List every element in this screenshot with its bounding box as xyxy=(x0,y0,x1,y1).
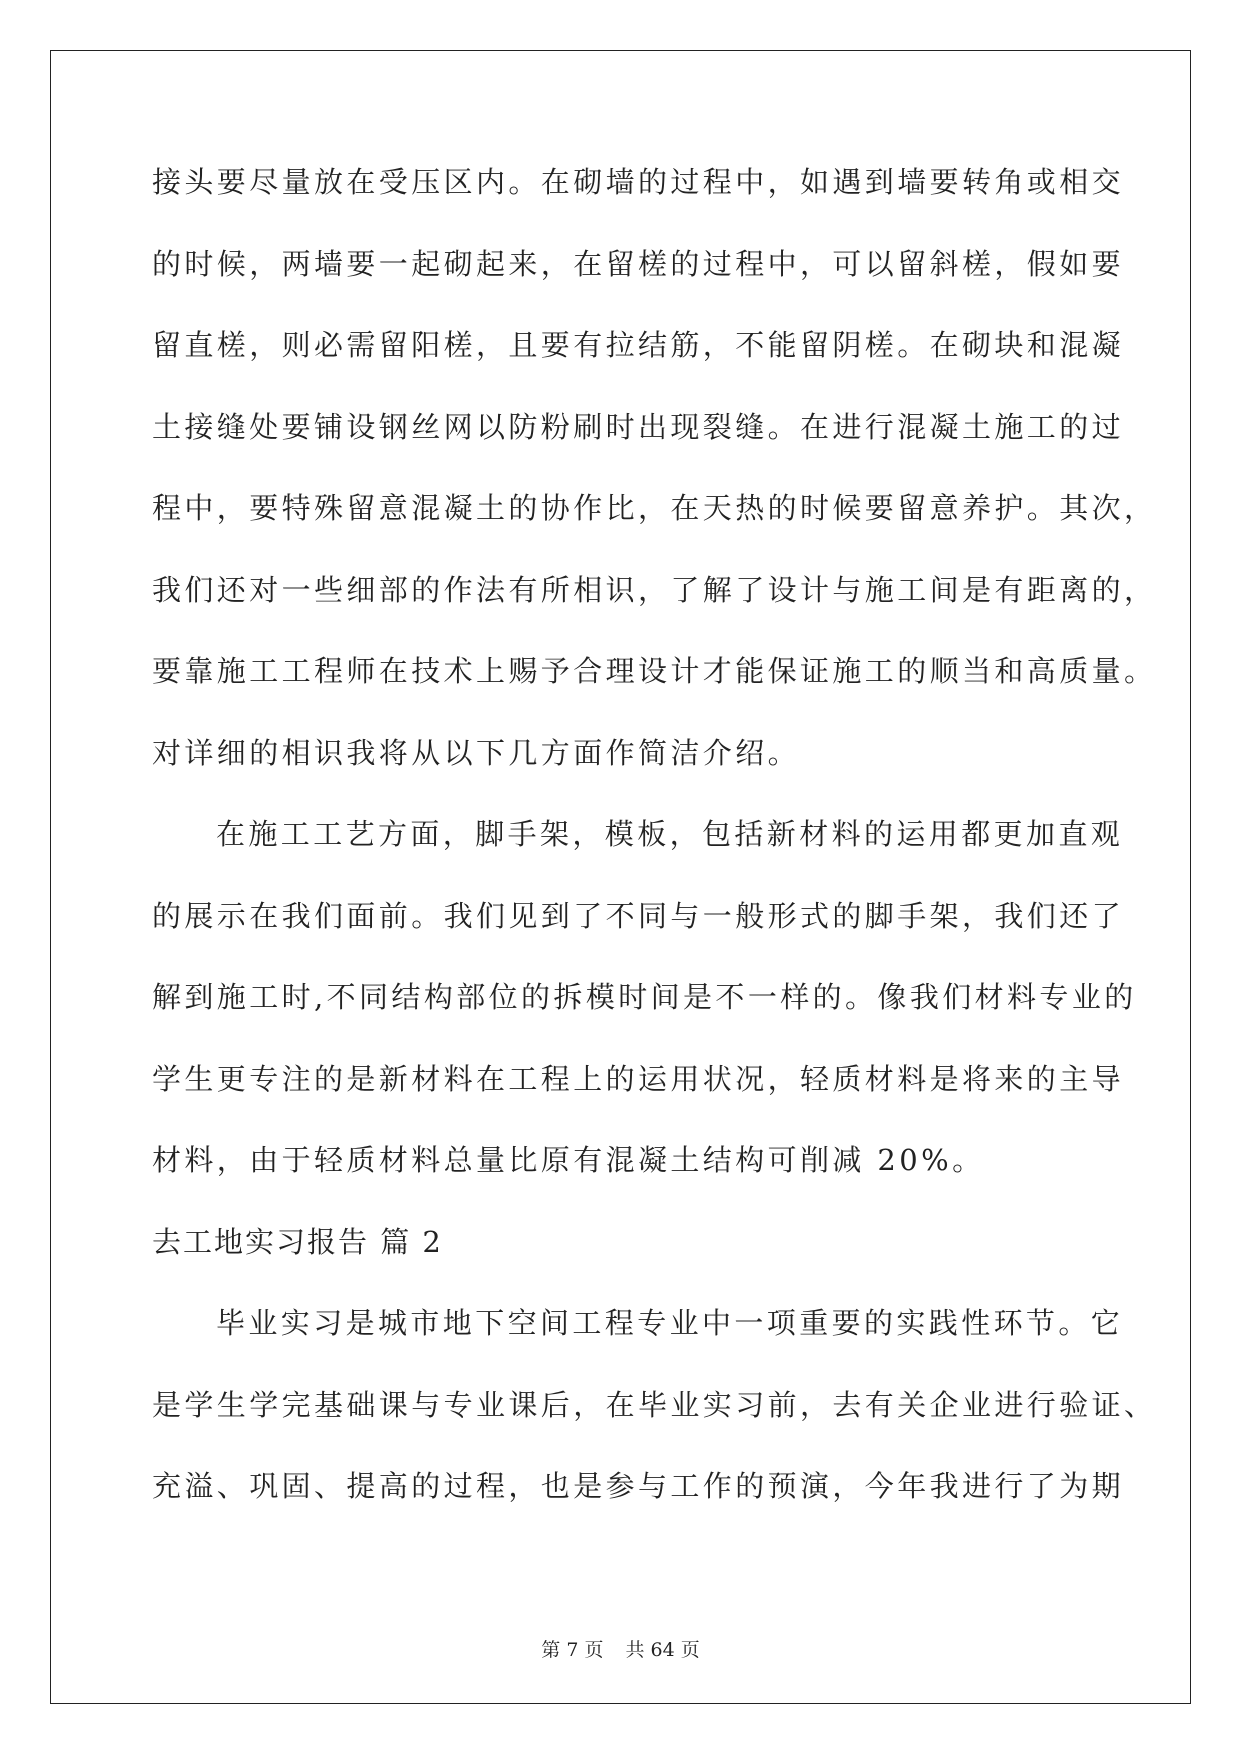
text-line: 对详细的相识我将从以下几方面作简洁介绍。 xyxy=(152,735,801,770)
text-line: 解到施工时,不同结构部位的拆模时间是不一样的。像我们材料专业的 xyxy=(152,980,1137,1014)
paragraph-1 xyxy=(152,162,1157,814)
text-line: 要靠施工工程师在技术上赐予合理设计才能保证施工的顺当和高质量。 xyxy=(152,654,1157,688)
page-number: 第 7 页 xyxy=(541,1639,604,1661)
page-total: 共 64 页 xyxy=(625,1639,700,1661)
section-heading: 去工地实习报告 篇 2 xyxy=(152,1224,443,1259)
text-line: 我们还对一些细部的作法有所相识，了解了设计与施工间是有距离的， xyxy=(152,572,1157,607)
text-line: 充溢、巩固、提高的过程，也是参与工作的预演，今年我进行了为期 xyxy=(152,1469,1125,1503)
paragraph-2 xyxy=(152,814,1137,1222)
text-line: 留直槎，则必需留阳槎，且要有拉结筋，不能留阴槎。在砌块和混凝 xyxy=(152,328,1125,362)
text-line: 土接缝处要铺设钢丝网以防粉刷时出现裂缝。在进行混凝土施工的过 xyxy=(152,409,1125,444)
document-body xyxy=(152,162,1157,1548)
text-line: 学生更专注的是新材料在工程上的运用状况，轻质材料是将来的主导 xyxy=(152,1061,1125,1096)
text-line: 接头要尽量放在受压区内。在砌墙的过程中，如遇到墙要转角或相交 xyxy=(152,165,1125,199)
text-line: 程中，要特殊留意混凝土的协作比，在天热的时候要留意养护。其次， xyxy=(152,491,1157,525)
text-line: 的展示在我们面前。我们见到了不同与一般形式的脚手架，我们还了 xyxy=(152,898,1125,933)
text-line: 材料，由于轻质材料总量比原有混凝土结构可削减 20%。 xyxy=(152,1143,985,1177)
text-line: 的时候，两墙要一起砌起来，在留槎的过程中，可以留斜槎，假如要 xyxy=(152,246,1125,281)
page-footer xyxy=(0,1635,1241,1662)
text-line: 是学生学完基础课与专业课后，在毕业实习前，去有关企业进行验证、 xyxy=(152,1387,1157,1422)
text-line: 在施工工艺方面，脚手架，模板，包括新材料的运用都更加直观 xyxy=(216,817,1124,851)
text-line: 毕业实习是城市地下空间工程专业中一项重要的实践性环节。它 xyxy=(216,1306,1124,1340)
paragraph-3 xyxy=(152,1303,1157,1548)
